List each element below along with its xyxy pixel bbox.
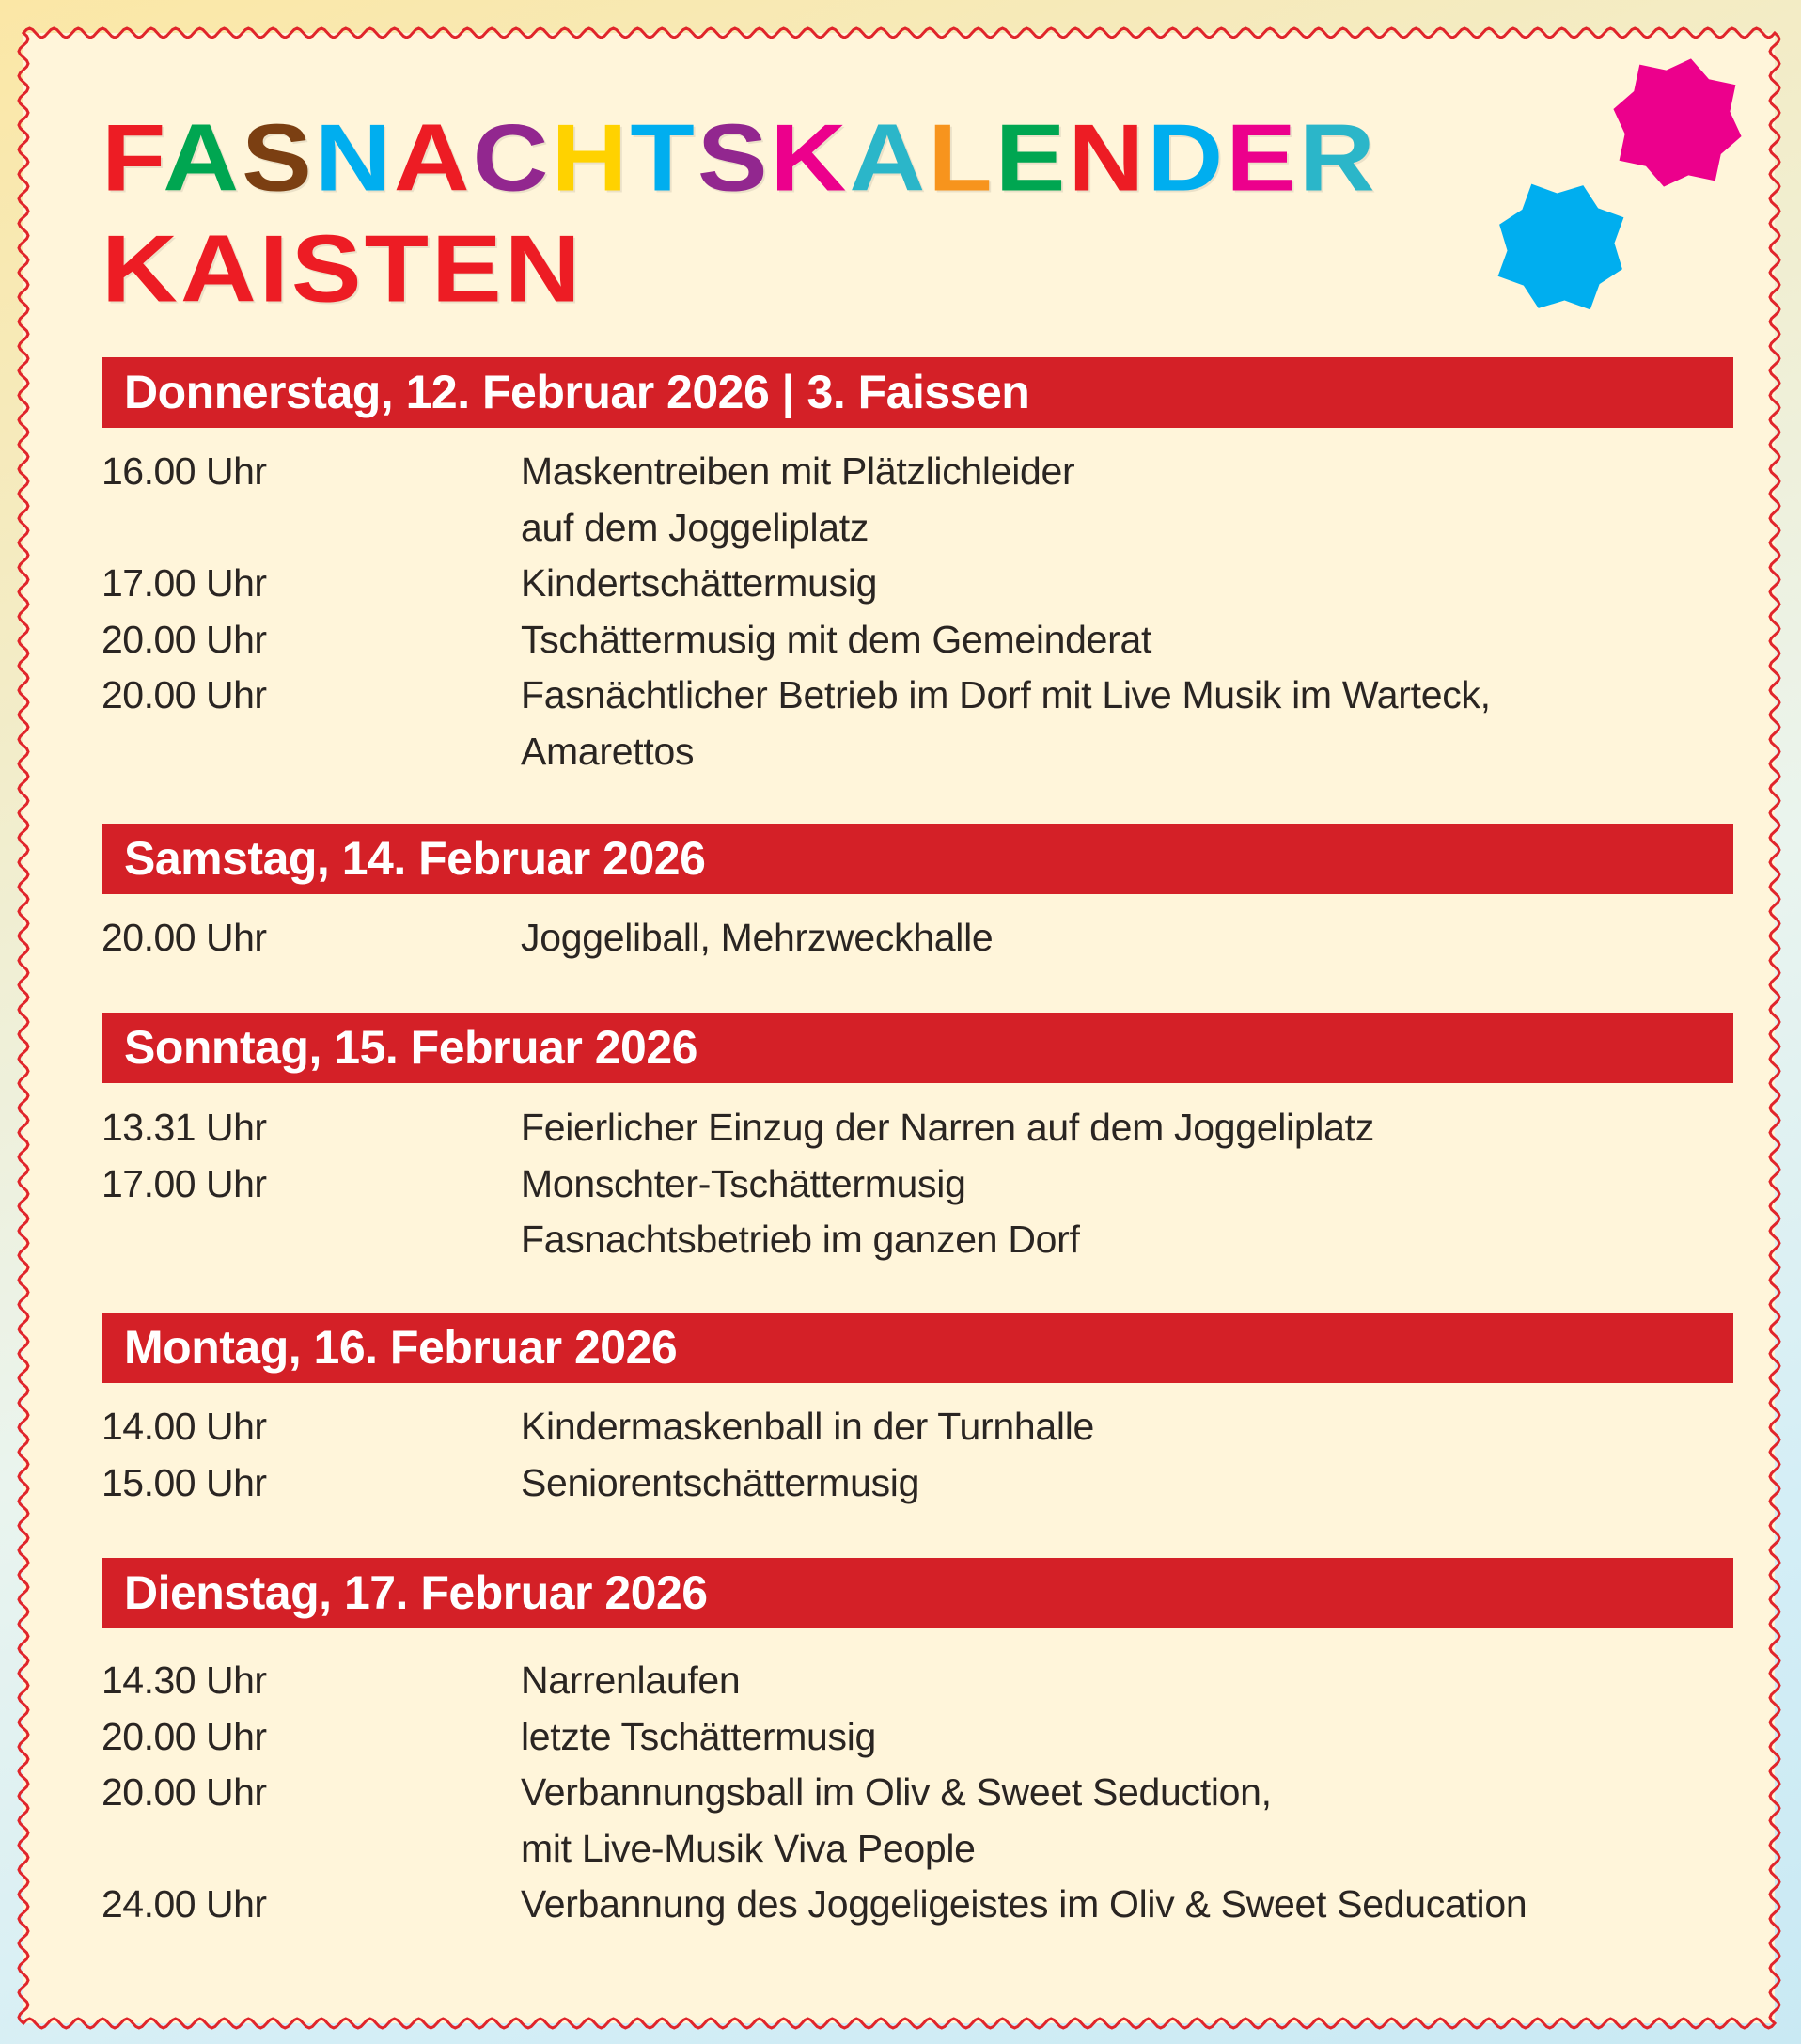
day-heading: Sonntag, 15. Februar 2026 [102,1013,1733,1083]
event-time: 17.00 Uhr [102,561,267,605]
title-letter: E [994,104,1069,212]
event-description: Feierlicher Einzug der Narren auf dem Joggeliplatz [521,1106,1374,1149]
event-time: 15.00 Uhr [102,1460,267,1504]
title-letter: S [242,104,315,212]
event-description: Joggeliball, Mehrzweckhalle [521,916,994,959]
event-time: 20.00 Uhr [102,617,267,661]
title-letter: A [393,104,473,212]
event-time: 20.00 Uhr [102,1714,267,1758]
event-description: Maskentreiben mit Plätzlichleider [521,449,1075,493]
event-time: 16.00 Uhr [102,449,267,493]
event-time: 17.00 Uhr [102,1161,267,1205]
event-time: 13.31 Uhr [102,1106,267,1149]
event-time: 20.00 Uhr [102,673,267,716]
event-time: 20.00 Uhr [102,1770,267,1814]
event-description: Verbannungsball im Oliv & Sweet Seduction, [521,1770,1272,1814]
event-description: Seniorentschättermusig [521,1460,920,1504]
event-description: auf dem Joggeliplatz [521,505,869,549]
event-time: 14.00 Uhr [102,1405,267,1448]
event-description: Monschter-Tschättermusig [521,1161,966,1205]
event-description: mit Live-Musik Viva People [521,1826,976,1870]
event-time: 20.00 Uhr [102,916,267,959]
event-description: letzte Tschättermusig [521,1714,877,1758]
event-description: Fasnächtlicher Betrieb im Dorf mit Live Musik im Warteck, [521,673,1491,716]
event-description: Verbannung des Joggeligeistes im Oliv & Sweet Seducation [521,1882,1527,1926]
event-description: Kindermaskenball in der Turnhalle [521,1405,1095,1448]
blue-confetti-decoration [1493,179,1629,315]
day-heading: Montag, 16. Februar 2026 [102,1313,1733,1383]
title-letter: K [770,104,850,212]
title-letter: S [697,104,771,212]
title-fasnachtskalender [102,104,1378,212]
title-kaisten: KAISTEN [102,215,584,322]
title-letter: H [551,104,631,212]
title-letter: N [1068,104,1148,212]
title-letter: T [630,104,697,212]
event-description: Narrenlaufen [521,1659,741,1702]
title-letter: A [849,104,929,212]
title-letter: E [1226,104,1299,212]
event-time: 24.00 Uhr [102,1882,267,1926]
title-letter: N [314,104,394,212]
event-description: Fasnachtsbetrieb im ganzen Dorf [521,1218,1080,1261]
event-time: 14.30 Uhr [102,1659,267,1702]
day-heading: Samstag, 14. Februar 2026 [102,824,1733,894]
title-letter: R [1298,104,1378,212]
event-description: Amarettos [521,729,695,773]
event-description: Kindertschättermusig [521,561,878,605]
title-letter: F [102,104,164,212]
title-letter: A [163,104,243,212]
pink-confetti-decoration [1609,55,1746,191]
event-description: Tschättermusig mit dem Gemeinderat [521,617,1152,661]
day-heading: Dienstag, 17. Februar 2026 [102,1558,1733,1628]
title-letter: D [1147,104,1227,212]
title-letter: L [928,104,995,212]
title-letter: C [472,104,552,212]
day-heading: Donnerstag, 12. Februar 2026 | 3. Faissen [102,357,1733,428]
